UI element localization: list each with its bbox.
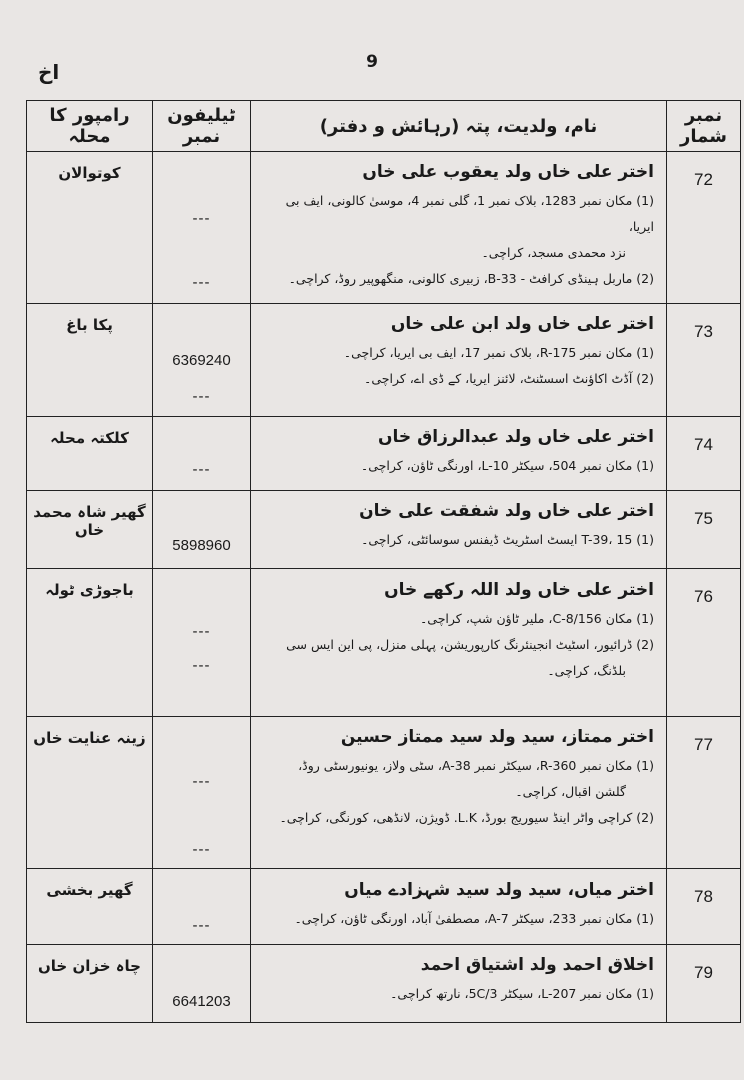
area-cell: کوتوالان	[27, 152, 153, 304]
entry-address: نزد محمدی مسجد، کراچی۔	[481, 245, 626, 260]
header-row	[27, 101, 741, 152]
area-cell: زینہ عنایت خاں	[27, 717, 153, 869]
phone-value: ---	[192, 274, 211, 291]
header-area: رامپور کا محلہ	[27, 101, 153, 152]
serial-cell: 75	[667, 491, 741, 569]
directory-table	[26, 100, 741, 1023]
phone-cell	[153, 717, 251, 869]
entry-name: اختر علی خاں ولد یعقوب علی خاں	[362, 162, 654, 182]
phone-cell	[153, 417, 251, 491]
area-cell: پکا باغ	[27, 304, 153, 417]
serial-cell: 77	[667, 717, 741, 869]
name-cell	[251, 491, 667, 569]
phone-value: 5898960	[172, 537, 231, 554]
page-number: 9	[366, 52, 378, 72]
table-row	[27, 717, 741, 869]
header-serial: نمبر شمار	[667, 101, 741, 152]
serial-cell: 76	[667, 569, 741, 717]
entry-address: (1) مکان نمبر L-207، سیکٹر 5C/3، نارتھ کراچی۔	[390, 986, 654, 1001]
phone-value: ---	[192, 623, 211, 640]
entry-address: بلڈنگ، کراچی۔	[547, 663, 626, 678]
phone-value: ---	[192, 657, 211, 674]
phone-value: ---	[192, 461, 211, 478]
entry-address: (1) T-39، 15 ایسٹ اسٹریٹ ڈیفنس سوسائٹی، کراچی۔	[361, 532, 654, 547]
area-cell: گھیر شاہ محمد خاں	[27, 491, 153, 569]
table-row	[27, 945, 741, 1023]
entry-address: گلشن اقبال، کراچی۔	[515, 784, 626, 799]
serial-cell: 73	[667, 304, 741, 417]
entry-name: اخلاق احمد ولد اشتیاق احمد	[420, 955, 654, 975]
serial-cell: 78	[667, 869, 741, 945]
phone-value: ---	[192, 210, 211, 227]
phone-cell	[153, 869, 251, 945]
header-phone: ٹیلیفون نمبر	[153, 101, 251, 152]
name-cell	[251, 304, 667, 417]
name-cell	[251, 717, 667, 869]
phone-cell	[153, 491, 251, 569]
serial-cell: 74	[667, 417, 741, 491]
entry-address: (2) کراچی واٹر اینڈ سیوریج بورڈ، L.K. ڈویژن، لانڈھی، کورنگی، کراچی۔	[279, 810, 654, 825]
entry-address: (2) ماربل ہینڈی کرافٹ - B-33، زبیری کالونی، منگھوپیر روڈ، کراچی۔	[288, 271, 654, 286]
table-row	[27, 569, 741, 717]
entry-address: (2) آڈٹ اکاؤنٹ اسسٹنٹ، لائنز ایریا، کے ڈی اے، کراچی۔	[364, 371, 654, 386]
entry-address: (2) ڈرائیور، اسٹیٹ انجینئرنگ کارپوریشن، پہلی منزل، پی این ایس سی	[286, 637, 654, 652]
name-cell	[251, 569, 667, 717]
phone-value: ---	[192, 917, 211, 934]
entry-address: (1) مکان C-8/156، ملیر ٹاؤن شپ، کراچی۔	[419, 611, 654, 626]
entry-address: (1) مکان نمبر R-360، سیکٹر نمبر A-38، سٹی ولاز، یونیورسٹی روڈ،	[298, 758, 654, 773]
phone-value: 6641203	[172, 993, 231, 1010]
entry-address: (1) مکان نمبر 504، سیکٹر L-10، اورنگی ٹاؤن، کراچی۔	[360, 458, 654, 473]
phone-cell	[153, 304, 251, 417]
entry-name: اختر علی خاں ولد ابن علی خاں	[390, 314, 654, 334]
name-cell	[251, 869, 667, 945]
entry-address: (1) مکان نمبر 1283، بلاک نمبر 1، گلی نمبر 4، موسیٰ کالونی، ایف بی ایریا،	[285, 193, 654, 234]
serial-cell: 79	[667, 945, 741, 1023]
area-cell: کلکتہ محلہ	[27, 417, 153, 491]
serial-cell: 72	[667, 152, 741, 304]
table-row	[27, 417, 741, 491]
name-cell	[251, 945, 667, 1023]
entry-name: اختر ممتاز، سید ولد سید ممتاز حسین	[340, 727, 654, 747]
area-cell: باجوڑی ٹولہ	[27, 569, 153, 717]
header-name: نام، ولدیت، پتہ (رہائش و دفتر)	[251, 101, 667, 152]
entry-name: اختر علی خاں ولد اللہ رکھے خاں	[384, 580, 654, 600]
area-cell: گھیر بخشی	[27, 869, 153, 945]
phone-value: ---	[192, 388, 211, 405]
entry-name: اختر علی خاں ولد شفقت علی خان	[359, 501, 654, 521]
phone-value: ---	[192, 841, 211, 858]
entry-name: اختر علی خاں ولد عبدالرزاق خاں	[378, 427, 654, 447]
table-row	[27, 491, 741, 569]
phone-cell	[153, 569, 251, 717]
phone-value: ---	[192, 773, 211, 790]
page-corner-heading: اخ	[38, 60, 60, 84]
table-row	[27, 869, 741, 945]
entry-name: اختر میاں، سید ولد سید شہزادے میاں	[344, 880, 654, 900]
entry-address: (1) مکان نمبر R-175، بلاک نمبر 17، ایف بی ایریا، کراچی۔	[343, 345, 654, 360]
name-cell	[251, 152, 667, 304]
phone-cell	[153, 945, 251, 1023]
table-row	[27, 152, 741, 304]
name-cell	[251, 417, 667, 491]
table-row	[27, 304, 741, 417]
phone-cell	[153, 152, 251, 304]
area-cell: چاہ خزان خاں	[27, 945, 153, 1023]
phone-value: 6369240	[172, 352, 231, 369]
entry-address: (1) مکان نمبر 233، سیکٹر A-7، مصطفیٰ آباد، اورنگی ٹاؤن، کراچی۔	[294, 911, 654, 926]
